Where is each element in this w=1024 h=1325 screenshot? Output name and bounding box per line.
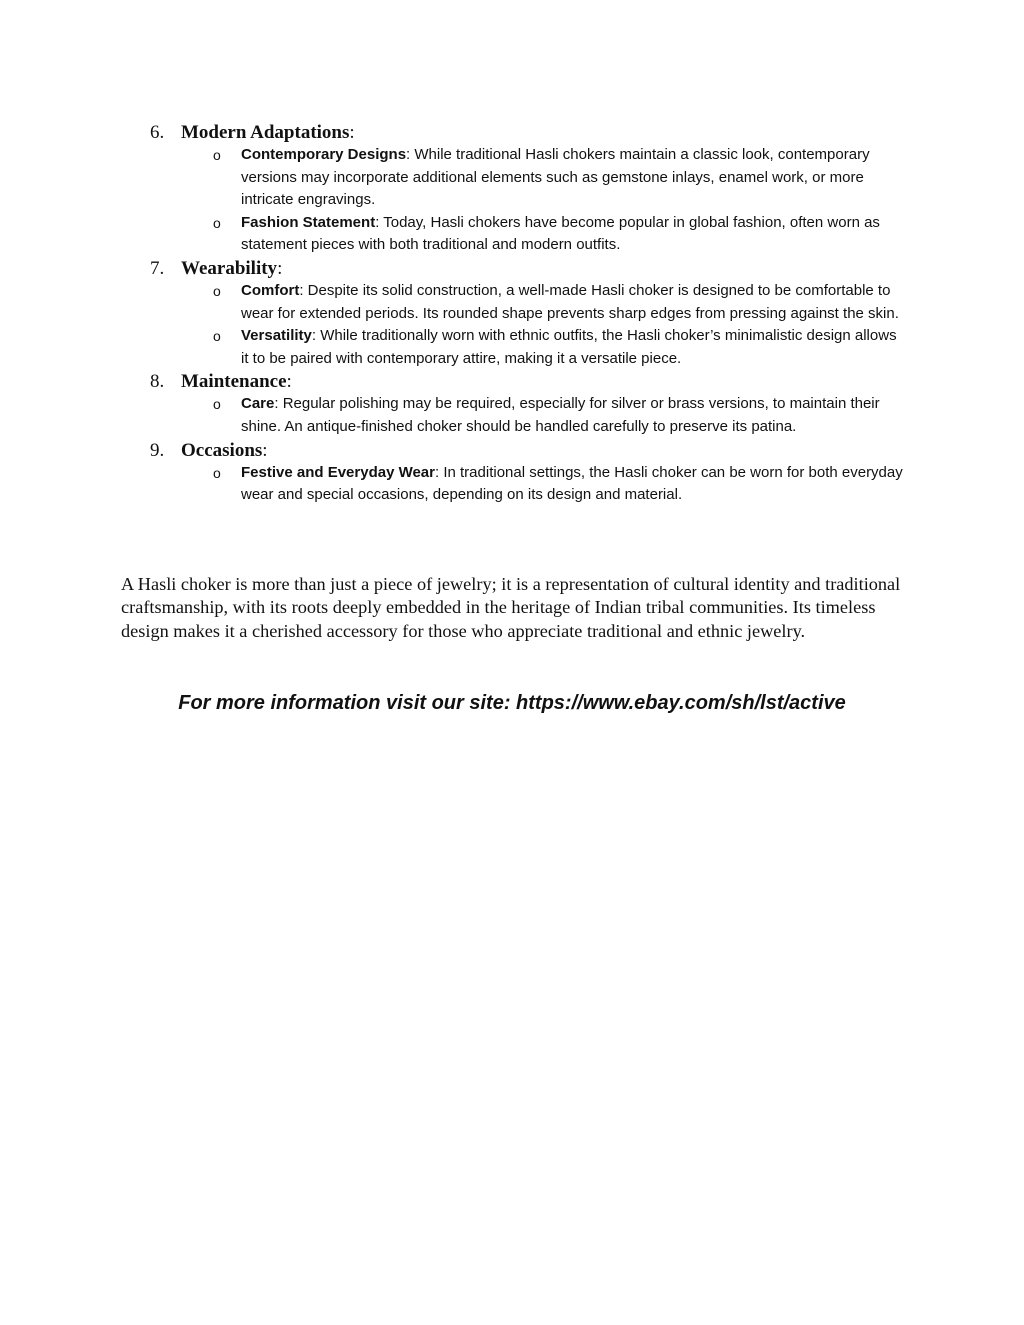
section-colon: : bbox=[286, 371, 292, 393]
bullet-marker: o bbox=[213, 214, 221, 231]
bullet-care bbox=[150, 393, 906, 438]
section-heading bbox=[150, 439, 920, 462]
bullet-list bbox=[150, 280, 920, 370]
bullet-list bbox=[150, 393, 920, 438]
bullet-versatility bbox=[150, 325, 906, 370]
bullet-marker: o bbox=[213, 282, 221, 299]
section-colon: : bbox=[262, 439, 268, 461]
bullet-list bbox=[150, 462, 920, 507]
bullet-marker: o bbox=[213, 464, 221, 481]
bullet-label: Fashion Statement bbox=[241, 213, 376, 231]
section-maintenance bbox=[150, 370, 920, 438]
bullet-label: Contemporary Designs bbox=[241, 146, 407, 163]
bullet-marker: o bbox=[213, 396, 221, 413]
section-colon: : bbox=[277, 257, 283, 279]
bullet-fashion-statement bbox=[150, 212, 906, 257]
bullet-festive-and-everyday-wear bbox=[150, 462, 906, 507]
bullet-marker: o bbox=[213, 328, 221, 345]
closing-paragraph: A Hasli choker is more than just a piece of jewelry; it is a representation of cultural identity and traditional craftsmanship, with its roots deeply embedded in the heritage of Indian tribal communities. Its timeless design makes it a cherished accessory for those who appreciate traditional and ethnic jewelry. bbox=[121, 574, 901, 641]
bullet-label: Care bbox=[241, 395, 275, 413]
bullet-label: Comfort bbox=[241, 281, 300, 299]
bullet-marker: o bbox=[213, 147, 221, 163]
bullet-text: : While traditional Hasli chokers maintain a classic look, contemporary versions may incorporate additional elements such as gemstone inlays, enamel work, or more intricate engravings. bbox=[241, 146, 870, 209]
bullet-text: : While traditionally worn with ethnic outfits, the Hasli choker’s minimalistic design allows it to be paired with contemporary attire, making it a versatile piece. bbox=[241, 327, 897, 367]
section-wearability bbox=[150, 257, 920, 370]
bullet-comfort bbox=[150, 280, 906, 325]
bullet-text: : Despite its solid construction, a well-made Hasli choker is designed to be comfortable to wear for extended periods. Its rounded shape prevents sharp edges from pressing against the skin. bbox=[241, 281, 899, 322]
section-number: 6. bbox=[150, 122, 165, 143]
section-title: Modern Adaptations bbox=[181, 122, 350, 143]
numbered-sections bbox=[150, 121, 920, 507]
section-heading bbox=[150, 121, 920, 144]
bullet-label: Festive and Everyday Wear bbox=[241, 463, 435, 481]
bullet-label: Versatility bbox=[241, 327, 312, 345]
section-number: 8. bbox=[150, 371, 165, 393]
section-title: Maintenance bbox=[181, 371, 287, 393]
bullet-text: : Today, Hasli chokers have become popular in global fashion, often worn as statement pieces with both traditional and modern outfits. bbox=[241, 213, 880, 254]
section-modern-adaptations bbox=[150, 121, 920, 257]
bullet-text: : Regular polishing may be required, especially for silver or brass versions, to maintain their shine. An antique-finished choker should be handled carefully to preserve its patina. bbox=[241, 395, 880, 435]
section-colon: : bbox=[349, 122, 355, 143]
section-heading bbox=[150, 370, 920, 393]
section-number: 7. bbox=[150, 257, 165, 279]
section-title: Wearability bbox=[181, 257, 278, 279]
section-heading bbox=[150, 257, 920, 280]
section-occasions bbox=[150, 439, 920, 507]
section-number: 9. bbox=[150, 439, 165, 461]
bullet-contemporary-designs bbox=[150, 144, 906, 212]
section-title: Occasions bbox=[181, 439, 263, 461]
bullet-list bbox=[150, 144, 920, 257]
bullet-text: : In traditional settings, the Hasli choker can be worn for both everyday wear and special occasions, depending on its design and material. bbox=[241, 463, 903, 504]
cta-link-text: For more information visit our site: https://www.ebay.com/sh/lst/active bbox=[178, 692, 846, 714]
